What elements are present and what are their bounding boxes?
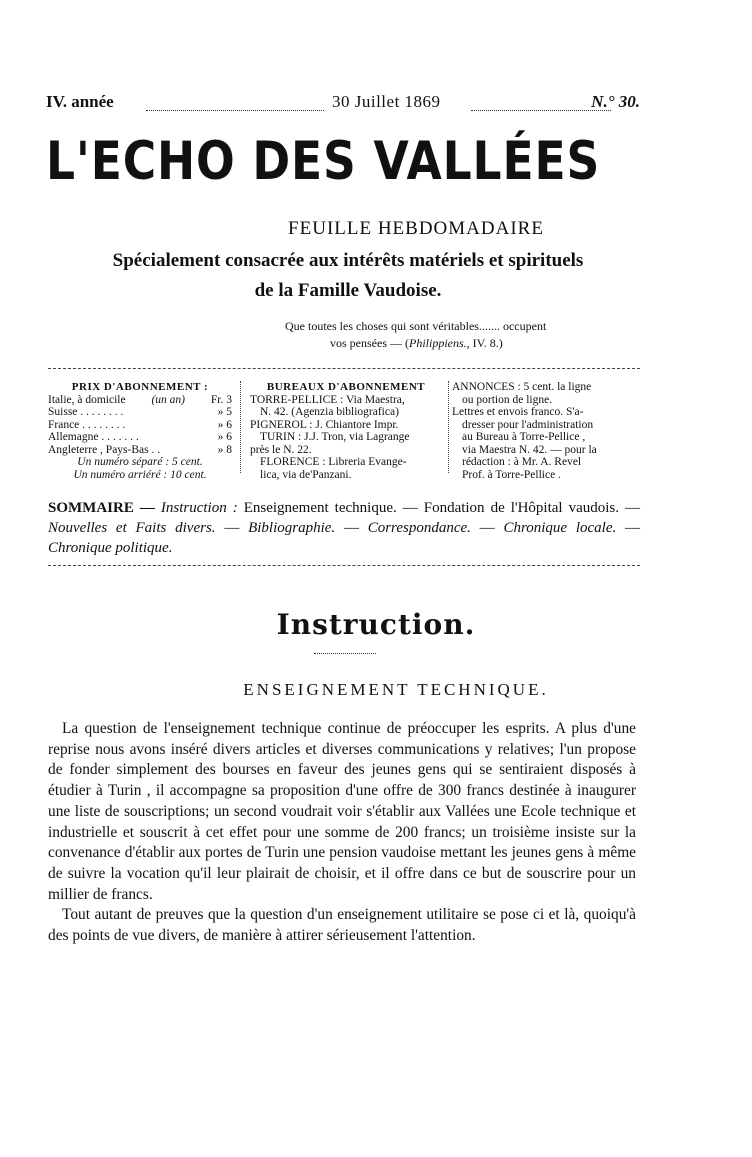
epigraph-reference: Philippiens., [408,336,470,350]
ads-line: ANNONCES : 5 cent. la ligne [452,381,592,393]
issue-date: 30 Juillet 1869 [332,92,441,111]
price-row [48,444,232,457]
masthead-title: L'ECHO DES VALLÉES [46,131,601,192]
section-title: Instruction. [276,608,476,641]
epigraph-suffix: IV. 8.) [469,336,503,350]
office-line: TURIN : J.J. Tron, via Lagrange [260,431,410,443]
office-line: FLORENCE : Libreria Evange- [260,456,407,468]
office-line: N. 42. (Agenzia bibliografica) [260,406,399,418]
prices-column [48,381,232,481]
price-place: Italie, à domicile [48,393,126,406]
epigraph-prefix: vos pensées — ( [330,336,409,350]
summary [48,498,640,558]
summary-part: Correspondance. [367,520,471,536]
year-label: IV. année [46,92,114,111]
summary-part: Instruction : [160,500,238,516]
header-ornament-right [471,104,611,111]
column-divider-2 [448,381,449,473]
summary-part: — [335,520,368,536]
ads-line: ou portion de ligne. [462,393,553,406]
divider-bottom [48,565,640,570]
price-place: Angleterre , Pays-Bas . . [48,443,161,456]
summary-part: Nouvelles et Faits divers. [48,520,216,536]
office-line: lica, via de'Panzani. [260,468,352,481]
ads-line: au Bureau à Torre-Pellice , [462,431,586,443]
summary-label: SOMMAIRE — [48,500,155,516]
ads-line: Prof. à Torre-Pellice . [462,468,561,481]
summary-part: Enseignement technique. — Fondation de l'Hôpital vaudois. — [237,500,641,516]
summary-part: Chronique politique. [48,540,173,556]
price-value: » 6 [217,418,232,431]
price-row [48,394,232,407]
price-row [48,406,232,419]
summary-part: — [215,520,249,536]
header-ornament-left [146,104,324,111]
price-row [48,419,232,432]
price-value: Fr. 3 [210,393,232,406]
article-body [48,719,636,947]
summary-part: Chronique locale. [503,520,617,536]
masthead-tagline-1: Spécialement consacrée aux intérêts matériels et spirituels [112,250,584,271]
office-line: TORRE-PELLICE : Via Maestra, [250,393,405,406]
epigraph-line-1: Que toutes les choses qui sont véritables....... occupent [285,319,547,333]
summary-part: Bibliographie. [248,520,336,536]
summary-part: — [616,520,641,536]
ads-line: dresser pour l'administration [462,418,594,431]
ads-line: rédaction : à Mr. A. Revel [462,456,582,468]
price-value: » 8 [217,443,232,456]
price-place: Suisse . . . . . . . . [48,406,124,418]
epigraph-line-2 [285,335,630,352]
ads-line: via Maestra N. 42. — pour la [462,443,597,456]
article-title: ENSEIGNEMENT TECHNIQUE. [243,680,549,699]
office-line: PIGNEROL : J. Chiantore Impr. [250,418,399,431]
epigraph [285,318,630,352]
price-place: Allemagne . . . . . . . [48,431,139,443]
price-row [48,431,232,444]
column-divider-1 [240,381,241,473]
issue-header [46,92,646,116]
offices-heading: BUREAUX D'ABONNEMENT [266,381,426,393]
price-value: » 5 [217,406,232,418]
ads-column [452,381,642,481]
back-issue-price: Un numéro arriéré : 10 cent. [73,468,207,481]
prices-heading: PRIX D'ABONNEMENT : [71,381,209,393]
price-value: » 6 [217,431,232,443]
summary-part: — [470,520,504,536]
price-note: (un an) [151,393,186,406]
article-paragraph: Tout autant de preuves que la question d'un enseignement utilitaire se pose ci et là, quoiqu'à des points de vue divers, de manière à attirer sérieusement l'attention. [48,906,636,945]
issue-number: N.° 30. [591,92,640,111]
masthead-tagline-2: de la Famille Vaudoise. [254,280,442,301]
ads-line: Lettres et envois franco. S'a- [452,406,584,418]
article-paragraph: La question de l'enseignement technique continue de préoccuper les esprits. A plus d'une reprise nous avons inséré divers articles et diverses communications y relatives; l'un propose de fonder simplement des bourses en faveur des jeunes gens qui se sentiraient disposés à étudier à Turin , il accompagne sa proposition d'une offre de 300 francs destinée à inaugurer une liste de souscriptions; un second voudrait voir s'établir aux Vallées une Ecole technique et industrielle et souscrit à cet effet pour une somme de 200 francs; un troisième insiste sur la convenance d'établir aux portes de Turin une pension vaudoise mettant les jeunes gens à même de suivre la vocation qu'il leur plairait de choisir, et il offre dans ce but de souscrire pour un millier de francs. [48,720,636,903]
section-ornament [314,653,376,654]
office-line: près le N. 22. [250,443,312,456]
offices-column [250,381,442,481]
single-issue-price: Un numéro séparé : 5 cent. [77,456,203,468]
divider-top [48,368,640,373]
masthead-subtitle: FEUILLE HEBDOMADAIRE [288,218,544,239]
price-place: France . . . . . . . . [48,418,126,431]
